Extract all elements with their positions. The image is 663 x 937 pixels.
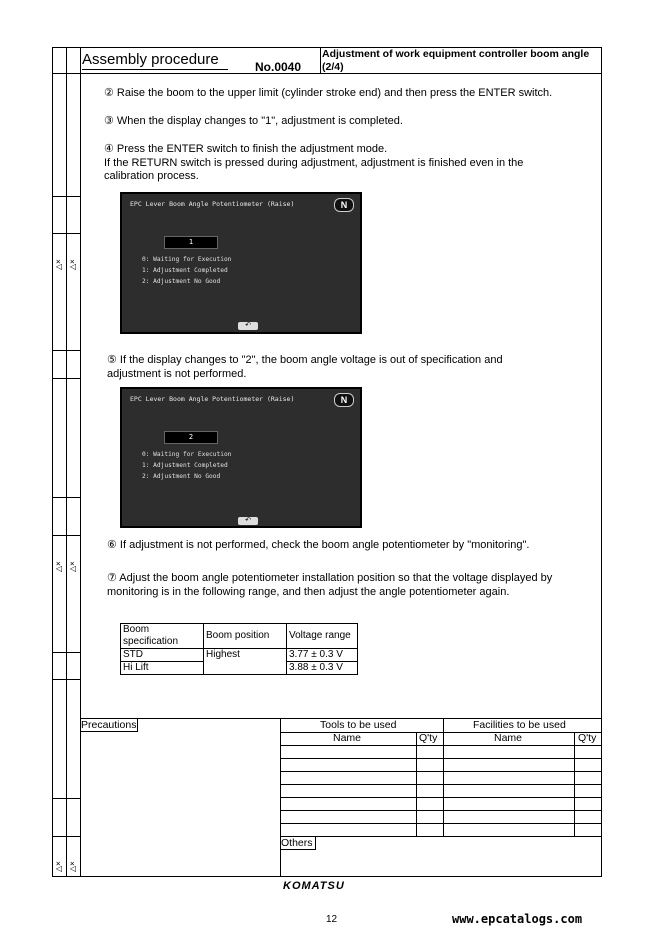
revision-mark: △×: [54, 861, 63, 872]
table-row-line: [280, 745, 602, 746]
margin-tick: [52, 196, 80, 197]
facilities-name-header: Name: [494, 732, 523, 744]
status-line: 2: Adjustment No Good: [142, 473, 221, 480]
tools-name-header: Name: [333, 732, 362, 744]
facilities-qty-header: Q'ty: [578, 732, 597, 744]
adjustment-value: 1: [164, 236, 218, 249]
step-4-note: calibration process.: [104, 170, 199, 182]
voltage-spec-table: [120, 623, 358, 675]
neutral-icon: N: [334, 198, 354, 212]
adjustment-value: 2: [164, 431, 218, 444]
margin-tick: [52, 350, 80, 351]
header-divider: [320, 47, 321, 73]
table-row-line: [280, 784, 602, 785]
margin-tick: [52, 535, 80, 536]
others-label: Others: [281, 837, 316, 850]
status-line: 1: Adjustment Completed: [142, 462, 228, 469]
return-icon: ↶: [238, 322, 258, 330]
margin-tick: [52, 679, 80, 680]
table-cell: Highest: [204, 649, 287, 675]
facilities-header: Facilities to be used: [473, 719, 566, 731]
margin-tick: [52, 233, 80, 234]
bottom-divider: [443, 718, 444, 836]
table-cell: Hi Lift: [121, 662, 204, 675]
procedure-subtitle: Adjustment of work equipment controller boom angle (2/4): [322, 48, 590, 73]
table-row-line: [280, 836, 602, 837]
table-row-line: [280, 797, 602, 798]
margin-tick: [52, 798, 80, 799]
revision-mark: △×: [54, 259, 63, 270]
margin-line: [80, 47, 81, 877]
margin-tick: [52, 73, 80, 74]
margin-tick: [52, 836, 80, 837]
table-row-line: [280, 758, 602, 759]
watermark-url: www.epcatalogs.com: [452, 912, 583, 926]
table-cell: 3.77 ± 0.3 V: [287, 649, 358, 662]
status-line: 2: Adjustment No Good: [142, 278, 221, 285]
monitor-screen: [120, 192, 362, 334]
page-number: 12: [326, 914, 338, 925]
margin-tick: [52, 378, 80, 379]
return-icon: ↶: [238, 517, 258, 525]
step-5: ⑤ If the display changes to "2", the boom angle voltage is out of specification and: [107, 354, 503, 366]
table-row-line: [280, 771, 602, 772]
tools-qty-header: Q'ty: [419, 732, 438, 744]
komatsu-logo: KOMATSU: [283, 880, 345, 892]
precautions-label: Precautions: [81, 719, 137, 731]
screen-title: EPC Lever Boom Angle Potentiometer (Raise): [130, 200, 295, 208]
step-5-cont: adjustment is not performed.: [107, 368, 247, 380]
revision-mark: △×: [68, 861, 77, 872]
status-line: 1: Adjustment Completed: [142, 267, 228, 274]
bottom-divider: [280, 732, 602, 733]
step-7-cont: monitoring is in the following range, and then adjust the angle potentiometer again.: [107, 586, 510, 598]
step-6: ⑥ If adjustment is not performed, check the boom angle potentiometer by "monitoring".: [107, 539, 530, 551]
page-title: Assembly procedure: [82, 51, 219, 68]
revision-mark: △×: [54, 561, 63, 572]
table-header: Voltage range: [287, 624, 358, 649]
tools-header: Tools to be used: [320, 719, 397, 731]
title-underline: [82, 69, 228, 70]
step-3: ③ When the display changes to "1", adjustment is completed.: [104, 115, 403, 127]
revision-mark: △×: [68, 561, 77, 572]
monitor-screen: [120, 387, 362, 528]
margin-tick: [52, 497, 80, 498]
table-row-line: [280, 823, 602, 824]
table-row-line: [280, 810, 602, 811]
status-line: 0: Waiting for Execution: [142, 256, 232, 263]
table-cell: 3.88 ± 0.3 V: [287, 662, 358, 675]
margin-tick: [52, 652, 80, 653]
step-4-note: If the RETURN switch is pressed during adjustment, adjustment is finished even in the: [104, 157, 524, 169]
margin-line: [66, 47, 67, 877]
status-line: 0: Waiting for Execution: [142, 451, 232, 458]
table-header: Boom specification: [121, 624, 204, 649]
table-cell: STD: [121, 649, 204, 662]
step-4: ④ Press the ENTER switch to finish the adjustment mode.: [104, 143, 388, 155]
screen-title: EPC Lever Boom Angle Potentiometer (Raise): [130, 395, 295, 403]
table-header: Boom position: [204, 624, 287, 649]
step-2: ② Raise the boom to the upper limit (cylinder stroke end) and then press the ENTER switch.: [104, 87, 553, 99]
step-7: ⑦ Adjust the boom angle potentiometer installation position so that the voltage displayed by: [107, 572, 553, 584]
revision-mark: △×: [68, 259, 77, 270]
procedure-number: No.0040: [255, 60, 302, 74]
neutral-icon: N: [334, 393, 354, 407]
